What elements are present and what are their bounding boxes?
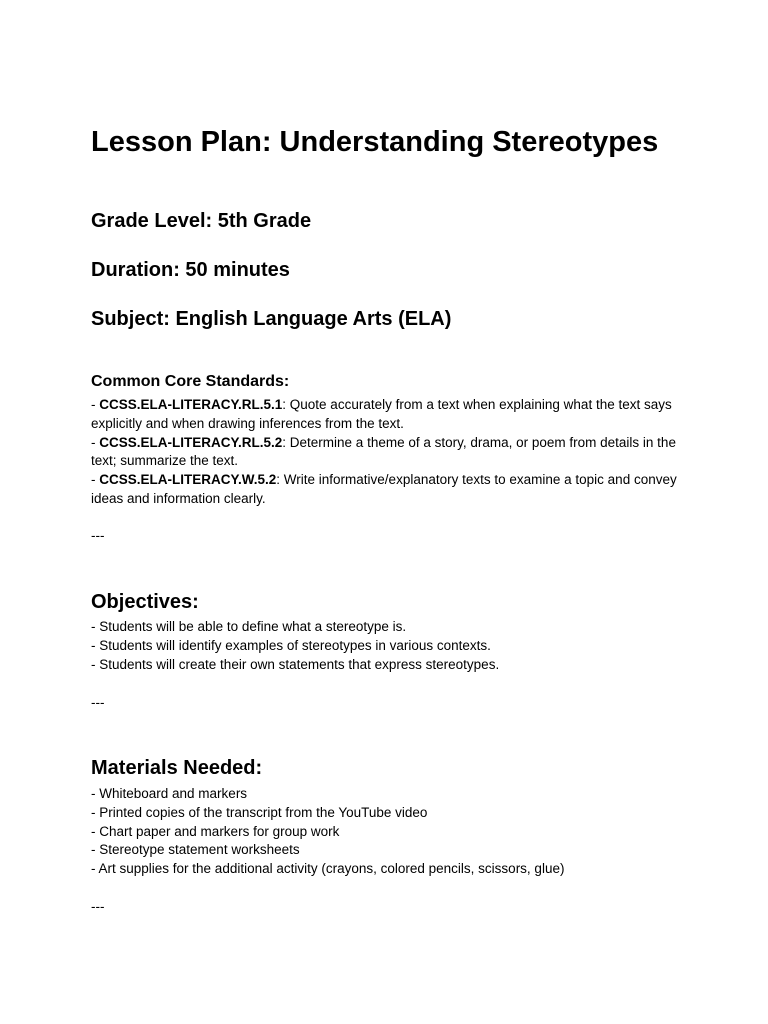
page-title: Lesson Plan: Understanding Stereotypes (91, 126, 659, 158)
grade-level: Grade Level: 5th Grade (91, 210, 312, 232)
material-item: - Chart paper and markers for group work (91, 823, 340, 839)
section-separator: --- (91, 899, 105, 914)
standard-prefix: - (91, 434, 100, 450)
duration: Duration: 50 minutes (91, 259, 290, 281)
objective-item: - Students will identify examples of stereotypes in various contexts. (91, 637, 491, 653)
standard-text: : Write informative/explanatory texts to examine a topic and convey ideas and information clearly. (91, 472, 677, 506)
material-item: - Stereotype statement worksheets (91, 842, 300, 858)
standards-heading: Common Core Standards: (91, 373, 290, 390)
material-item: - Art supplies for the additional activity (crayons, colored pencils, scissors, glue) (91, 861, 565, 877)
section-separator: --- (91, 528, 105, 543)
section-separator: --- (91, 695, 105, 710)
standard-text: : Determine a theme of a story, drama, or poem from details in the text; summarize the text. (91, 434, 676, 469)
standard-item (91, 471, 681, 509)
standard-item (91, 434, 681, 472)
standard-prefix: - (91, 397, 100, 412)
standard-prefix: - (91, 472, 100, 488)
objective-item: - Students will be able to define what a stereotype is. (91, 619, 407, 634)
standard-code: CCSS.ELA-LITERACY.RL.5.1 (99, 397, 283, 412)
standards-list (91, 396, 681, 509)
objectives-list (91, 618, 681, 674)
standard-code: CCSS.ELA-LITERACY.RL.5.2 (99, 434, 283, 450)
objectives-heading: Objectives: (91, 591, 199, 613)
material-item: - Whiteboard and markers (91, 786, 248, 801)
materials-list (91, 785, 681, 879)
subject: Subject: English Language Arts (ELA) (91, 308, 452, 330)
standard-text: : Quote accurately from a text when explaining what the text says explicitly and when drawing inferences from the text. (91, 397, 672, 431)
standard-code: CCSS.ELA-LITERACY.W.5.2 (99, 472, 277, 488)
standard-item (91, 396, 681, 434)
material-item: - Printed copies of the transcript from the YouTube video (91, 804, 428, 820)
materials-heading: Materials Needed: (91, 757, 263, 779)
objective-item: - Students will create their own statements that express stereotypes. (91, 656, 500, 672)
